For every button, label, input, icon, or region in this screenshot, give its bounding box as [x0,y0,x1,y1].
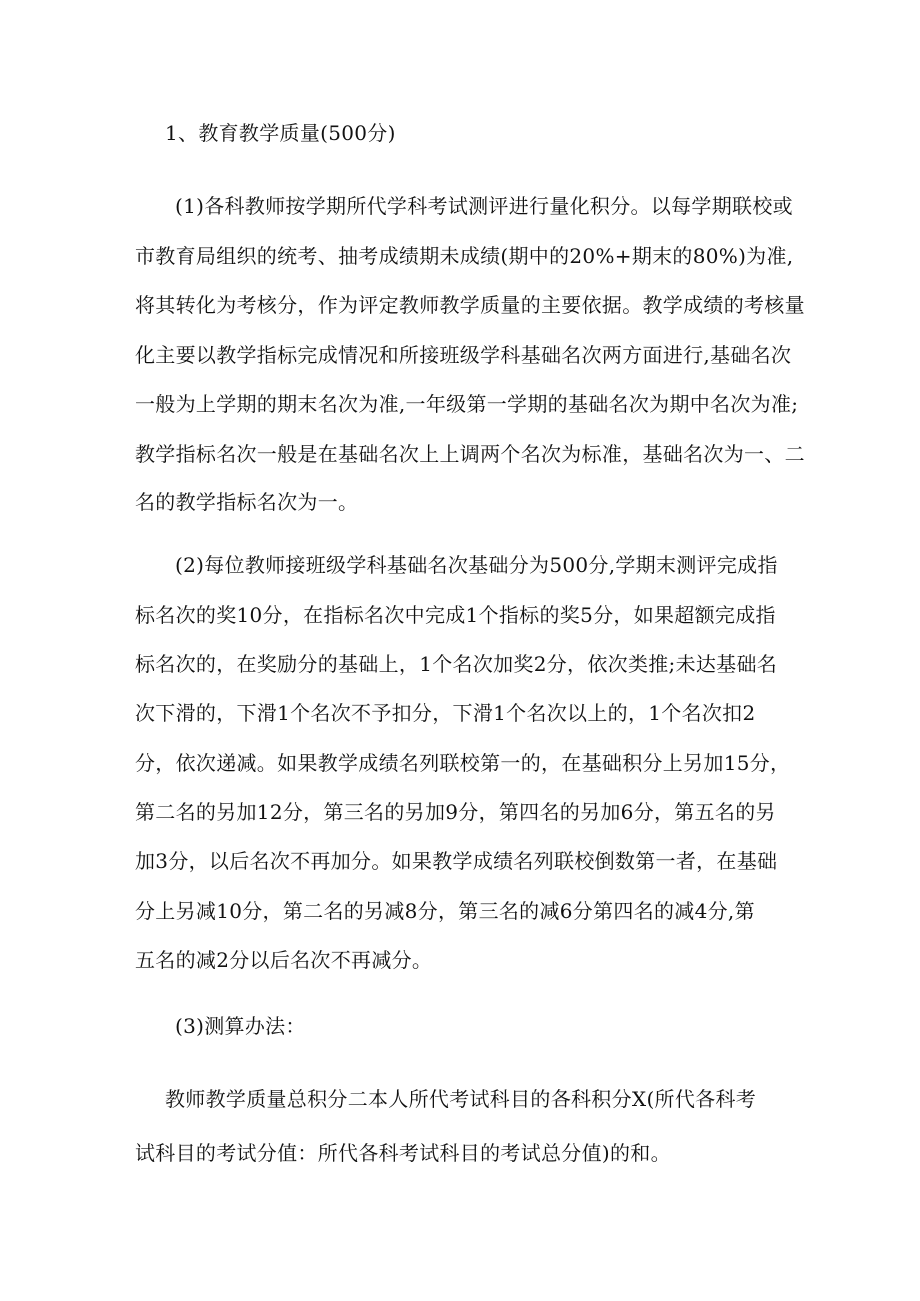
paragraph-line: 第二名的另加12分，第三名的另加9分，第四名的另加6分，第五名的另 [135,800,776,824]
paragraph-line: 将其转化为考核分，作为评定教师教学质量的主要依据。教学成绩的考核量 [135,293,805,317]
section-heading: 1、教育教学质量(500分) [165,121,396,145]
paragraph-line: 教师教学质量总积分二本人所代考试科目的各科积分X(所代各科考 [165,1087,757,1111]
calculation-method-heading: (3)测算办法： [175,1014,306,1038]
paragraph-line: 试科目的考试分值：所代各科考试科目的考试总分值)的和。 [135,1141,671,1165]
paragraph-line: 市教育局组织的统考、抽考成绩期未成绩(期中的20%+期末的80%)为准, [135,244,794,268]
paragraph-line: 一般为上学期的期末名次为准,一年级第一学期的基础名次为期中名次为准; [135,392,799,416]
paragraph-line: 标名次的奖10分，在指标名次中完成1个指标的奖5分，如果超额完成指 [135,603,776,627]
paragraph-line: 五名的减2分以后名次不再减分。 [135,948,433,972]
paragraph-line: (2)每位教师接班级学科基础名次基础分为500分,学期末测评完成指 [175,553,778,577]
paragraph-line: 分，依次递减。如果教学成绩名列联校第一的，在基础积分上另加15分， [135,751,791,775]
paragraph-line: 加3分，以后名次不再加分。如果教学成绩名列联校倒数第一者，在基础 [135,849,778,873]
paragraph-line: 次下滑的，下滑1个名次不予扣分，下滑1个名次以上的，1个名次扣2 [135,701,756,725]
paragraph-line: 标名次的，在奖励分的基础上，1个名次加奖2分，依次类推;未达基础名 [135,652,778,676]
paragraph-line: 教学指标名次一般是在基础名次上上调两个名次为标准，基础名次为一、二 [135,442,805,466]
paragraph-line: 名的教学指标名次为一。 [135,490,359,514]
paragraph-line: 化主要以教学指标完成情况和所接班级学科基础名次两方面进行,基础名次 [135,343,792,367]
paragraph-line: (1)各科教师按学期所代学科考试测评进行量化积分。以每学期联校或 [175,194,793,218]
paragraph-line: 分上另减10分，第二名的另减8分，第三名的减6分第四名的减4分,第 [135,899,755,923]
